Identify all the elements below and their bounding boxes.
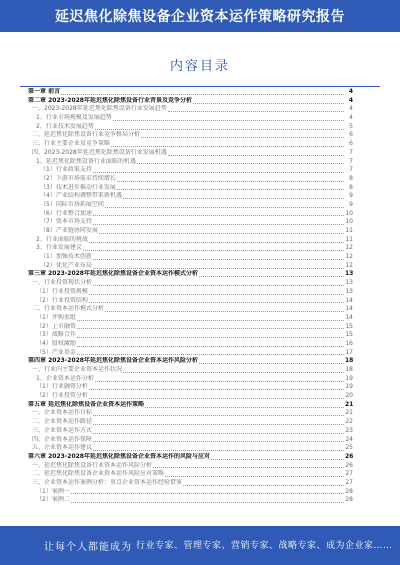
- toc-leader-dots: [77, 320, 344, 321]
- toc-entry[interactable]: [28, 383, 353, 392]
- toc-entry[interactable]: [28, 175, 353, 184]
- toc-entry-title: （1）案例一: [36, 487, 70, 495]
- toc-page-number: 5: [349, 122, 353, 130]
- toc-page-number: 18: [345, 366, 353, 373]
- toc-entry-title: （2）行业投资结构: [36, 296, 88, 304]
- toc-page-number: 12: [345, 261, 353, 269]
- toc-entry-title: 二、行业资本运作模式分析: [32, 305, 105, 313]
- toc-entry[interactable]: [28, 114, 353, 123]
- toc-entry[interactable]: [28, 488, 353, 497]
- toc-leader-dots: [137, 163, 344, 164]
- toc-page-number: 8: [349, 183, 353, 191]
- toc-entry-title: 1、行业市场规模及发展趋势: [36, 114, 112, 122]
- toc-entry-title: （8）产业链协同发展: [40, 227, 98, 234]
- toc-page-number: 8: [349, 174, 353, 182]
- toc-page-number: 13: [345, 270, 354, 278]
- toc-entry[interactable]: [28, 279, 353, 288]
- toc-page-number: 20: [345, 392, 353, 400]
- toc-leader-dots: [71, 493, 344, 494]
- toc-page-number: 28: [345, 487, 353, 495]
- toc-entry-title: 五、企业资本运作建议: [32, 444, 93, 452]
- toc-entry[interactable]: [28, 131, 353, 140]
- toc-entry[interactable]: [28, 236, 353, 245]
- toc-entry[interactable]: [28, 140, 353, 149]
- toc-leader-dots: [168, 155, 344, 156]
- toc-entry-title: （6）行业整合加速: [40, 209, 92, 217]
- toc-leader-dots: [77, 354, 344, 355]
- toc-entry[interactable]: [28, 184, 353, 193]
- toc-entry[interactable]: [28, 270, 353, 279]
- toc-page-number: 16: [345, 339, 353, 347]
- toc-entry-title: 四、2023-2028年延迟焦化除焦设备行业发展机遇: [32, 148, 167, 156]
- toc-leader-dots: [77, 337, 344, 338]
- toc-entry[interactable]: [28, 331, 353, 340]
- toc-leader-dots: [93, 433, 344, 434]
- toc-leader-dots: [93, 441, 344, 442]
- toc-leader-dots: [95, 129, 344, 130]
- toc-entry-title: 第一章 前言: [28, 88, 61, 95]
- toc-leader-dots: [123, 372, 344, 373]
- toc-entry-title: 一、企业资本运作目标: [32, 409, 93, 417]
- toc-entry[interactable]: [28, 97, 353, 106]
- toc-entry[interactable]: [28, 470, 353, 479]
- toc-entry-title: （1）行业政策支持: [40, 166, 92, 174]
- toc-entry-title: 三、企业资本运作方式: [32, 426, 93, 434]
- toc-leader-dots: [89, 302, 344, 303]
- toc-page-number: 25: [345, 444, 353, 452]
- toc-leader-dots: [165, 476, 344, 477]
- toc-page-number: 19: [345, 374, 353, 382]
- toc-page-number: 10: [345, 218, 353, 226]
- heading-divider: [20, 86, 380, 87]
- toc-leader-dots: [71, 502, 344, 503]
- toc-entry-title: （2）行业投资分析: [36, 392, 88, 400]
- toc-page-number: 4: [349, 105, 353, 113]
- toc-page-number: 12: [345, 253, 353, 261]
- toc-leader-dots: [183, 485, 344, 486]
- toc-page-number: 4: [348, 96, 353, 104]
- toc-entry-title: 第三章 2023-2028年延迟焦化除焦设备企业资本运作模式分析: [28, 270, 198, 278]
- toc-entry[interactable]: [28, 357, 353, 366]
- toc-entry[interactable]: [28, 444, 353, 453]
- toc-page-number: 7: [349, 166, 353, 174]
- toc-entry-title: 第六章 2023-2028年延迟焦化除焦设备企业资本运作的风险与应对: [28, 452, 210, 460]
- toc-leader-dots: [199, 363, 344, 364]
- report-title: 延迟焦化除焦设备企业资本运作策略研究报告: [55, 9, 345, 25]
- toc-entry-title: 2、行业面临的挑战: [36, 235, 88, 243]
- toc-entry-title: 三、行业主要企业及竞争策略: [32, 140, 111, 148]
- toc-leader-dots: [93, 415, 344, 416]
- toc-leader-dots: [93, 268, 344, 269]
- toc-entry[interactable]: [28, 149, 353, 158]
- toc-leader-dots: [93, 224, 344, 225]
- toc-page-number: 23: [345, 426, 353, 434]
- toc-leader-dots: [168, 111, 344, 112]
- toc-entry[interactable]: [28, 340, 353, 349]
- toc-leader-dots: [193, 103, 344, 104]
- toc-entry-title: （1）行业投资规模: [36, 287, 88, 295]
- toc-leader-dots: [211, 459, 344, 460]
- toc-leader-dots: [89, 389, 344, 390]
- toc-leader-dots: [89, 398, 344, 399]
- toc-entry-title: （2）上市融资: [36, 322, 76, 330]
- toc-entry[interactable]: [28, 349, 353, 358]
- toc-leader-dots: [95, 381, 344, 382]
- toc-entry[interactable]: [28, 314, 353, 323]
- toc-entry-title: （5）国际市场拓展空间: [40, 200, 104, 208]
- toc-entry[interactable]: [28, 166, 353, 175]
- toc-entry[interactable]: [28, 288, 353, 297]
- toc-page-number: 17: [345, 348, 353, 356]
- toc-entry-title: 一、行业投资现状分析: [32, 279, 93, 287]
- toc-entry-title: 二、延迟焦化除焦设备企业资本运作风险应对策略: [32, 470, 165, 478]
- report-header-bar: [0, 0, 400, 32]
- footer-slogan: 让每个人都能成为: [44, 542, 132, 553]
- footer-roles: 行业专家、管理专家、营销专家、战略专家、成为企业家……: [136, 541, 393, 551]
- toc-entry[interactable]: [28, 401, 353, 410]
- toc-leader-dots: [93, 215, 344, 216]
- toc-entry[interactable]: [28, 88, 353, 97]
- toc-page-number: 14: [345, 305, 353, 313]
- toc-entry[interactable]: [28, 418, 353, 427]
- toc-page-number: 6: [349, 131, 353, 139]
- toc-leader-dots: [111, 146, 344, 147]
- toc-page-number: 15: [345, 322, 353, 330]
- toc-entry-title: （1）行业融资分析: [36, 383, 88, 391]
- toc-page-number: 6: [349, 140, 353, 148]
- toc-entry-title: 二、延迟焦化除焦设备行业竞争格局分析: [32, 131, 141, 139]
- toc-page-number: 27: [345, 478, 353, 486]
- toc-leader-dots: [105, 311, 344, 312]
- toc-entry-title: （2）优化产业布局: [40, 261, 92, 269]
- toc-entry-title: （2）下游市场需求持续增长: [40, 174, 116, 182]
- toc-entry[interactable]: [28, 453, 353, 462]
- toc-entry[interactable]: [28, 227, 353, 236]
- toc-entry[interactable]: [28, 105, 353, 114]
- toc-page-number: 22: [345, 418, 353, 426]
- toc-leader-dots: [105, 207, 344, 208]
- toc-leader-dots: [93, 424, 344, 425]
- toc-entry-title: （4）股权激励: [36, 339, 76, 347]
- toc-entry-title: 第五章 延迟焦化除焦设备企业资本运作策略: [28, 400, 145, 408]
- toc-page-number: 26: [345, 452, 354, 460]
- table-of-contents: [28, 88, 353, 505]
- toc-page-number: 24: [345, 435, 353, 443]
- toc-entry[interactable]: [28, 462, 353, 471]
- toc-leader-dots: [83, 250, 344, 251]
- toc-entry[interactable]: [28, 409, 353, 418]
- toc-page-number: 4: [348, 88, 353, 95]
- toc-page-number: 21: [345, 400, 354, 408]
- toc-entry[interactable]: [28, 479, 353, 488]
- toc-leader-dots: [93, 172, 344, 173]
- toc-leader-dots: [89, 294, 344, 295]
- toc-entry[interactable]: [28, 210, 353, 219]
- toc-entry-title: 第四章 2023-2028年延迟焦化除焦设备企业资本运作风险分析: [28, 357, 198, 365]
- toc-entry-title: （2）案例二: [36, 496, 70, 504]
- toc-entry[interactable]: [28, 192, 353, 201]
- footer-bar: [0, 526, 400, 565]
- toc-entry-title: 一、行业内主要企业资本运作状况: [32, 366, 123, 373]
- toc-heading: 内容目录: [169, 59, 230, 74]
- toc-page-number: 26: [345, 461, 353, 469]
- toc-leader-dots: [99, 233, 344, 234]
- toc-entry[interactable]: [28, 253, 353, 262]
- toc-entry-title: 第二章 2023-2028年延迟焦化除焦设备行业背景及竞争分析: [28, 96, 192, 104]
- toc-entry[interactable]: [28, 392, 353, 401]
- toc-entry-title: 3、行业发展建议: [36, 244, 82, 252]
- toc-entry-title: （3）战略合作: [36, 331, 76, 339]
- toc-page-number: 13: [345, 287, 353, 295]
- toc-page-number: 11: [345, 227, 353, 234]
- toc-page-number: 19: [345, 383, 353, 391]
- toc-page-number: 15: [345, 331, 353, 339]
- toc-page-number: 27: [345, 470, 353, 478]
- toc-page-number: 14: [345, 313, 353, 321]
- toc-entry-title: 1、企业资本运作分析: [36, 374, 94, 382]
- toc-entry[interactable]: [28, 123, 353, 132]
- toc-entry[interactable]: [28, 297, 353, 306]
- toc-entry[interactable]: [28, 323, 353, 332]
- toc-page-number: 21: [345, 409, 353, 417]
- toc-page-number: 9: [349, 200, 353, 208]
- toc-page-number: 28: [345, 496, 353, 504]
- toc-entry[interactable]: [28, 262, 353, 271]
- toc-leader-dots: [141, 137, 344, 138]
- toc-leader-dots: [117, 189, 344, 190]
- toc-leader-dots: [123, 198, 344, 199]
- toc-entry-title: （3）技术进步推动行业发展: [40, 183, 116, 191]
- toc-entry[interactable]: [28, 218, 353, 227]
- toc-leader-dots: [153, 467, 344, 468]
- toc-page-number: 4: [349, 114, 353, 122]
- toc-entry-title: 四、企业资本运作保障: [32, 435, 93, 443]
- toc-page-number: 12: [345, 244, 353, 252]
- toc-leader-dots: [77, 328, 344, 329]
- toc-page-number: 7: [349, 148, 353, 156]
- toc-page-number: 11: [345, 235, 353, 243]
- toc-page-number: 10: [345, 209, 353, 217]
- toc-entry[interactable]: [28, 244, 353, 253]
- toc-leader-dots: [61, 94, 344, 95]
- toc-entry[interactable]: [28, 427, 353, 436]
- toc-entry-title: 2、行业技术发展趋势: [36, 122, 94, 130]
- toc-page-number: 18: [345, 357, 354, 365]
- toc-page-number: 14: [345, 296, 353, 304]
- toc-leader-dots: [93, 450, 344, 451]
- toc-entry[interactable]: [28, 305, 353, 314]
- toc-leader-dots: [93, 259, 344, 260]
- toc-page-number: 9: [349, 192, 353, 200]
- toc-leader-dots: [117, 181, 344, 182]
- toc-entry[interactable]: [28, 375, 353, 384]
- toc-entry-title: （1）并购重组: [36, 313, 76, 321]
- toc-entry[interactable]: [28, 158, 353, 167]
- toc-leader-dots: [93, 285, 344, 286]
- toc-page-number: 7: [349, 157, 353, 165]
- toc-entry-title: 一、2023-2028年延迟焦化除焦设备行业发展趋势: [32, 105, 167, 113]
- toc-leader-dots: [89, 242, 344, 243]
- toc-entry-title: 一、延迟焦化除焦设备行业资本运作风险分析: [32, 461, 153, 469]
- toc-entry-title: （1）加强技术创新: [40, 253, 92, 261]
- toc-entry-title: 1、延迟焦化除焦设备行业面临的机遇: [36, 157, 136, 165]
- toc-entry-title: （7）资本市场支持: [40, 218, 92, 226]
- toc-leader-dots: [145, 407, 344, 408]
- toc-leader-dots: [199, 276, 344, 277]
- toc-entry[interactable]: [28, 201, 353, 210]
- toc-entry-title: （4）产业结构调整带来新机遇: [40, 192, 122, 200]
- toc-entry[interactable]: [28, 496, 353, 505]
- toc-entry-title: 三、企业资本运作案例分析：重点企业资本运作经验借鉴: [32, 478, 183, 486]
- toc-entry-title: （5）产业基金: [36, 348, 76, 356]
- toc-leader-dots: [113, 120, 344, 121]
- toc-leader-dots: [77, 346, 344, 347]
- toc-entry[interactable]: [28, 366, 353, 375]
- toc-entry[interactable]: [28, 436, 353, 445]
- toc-entry-title: 二、企业资本运作路径: [32, 418, 93, 426]
- toc-page-number: 13: [345, 279, 353, 287]
